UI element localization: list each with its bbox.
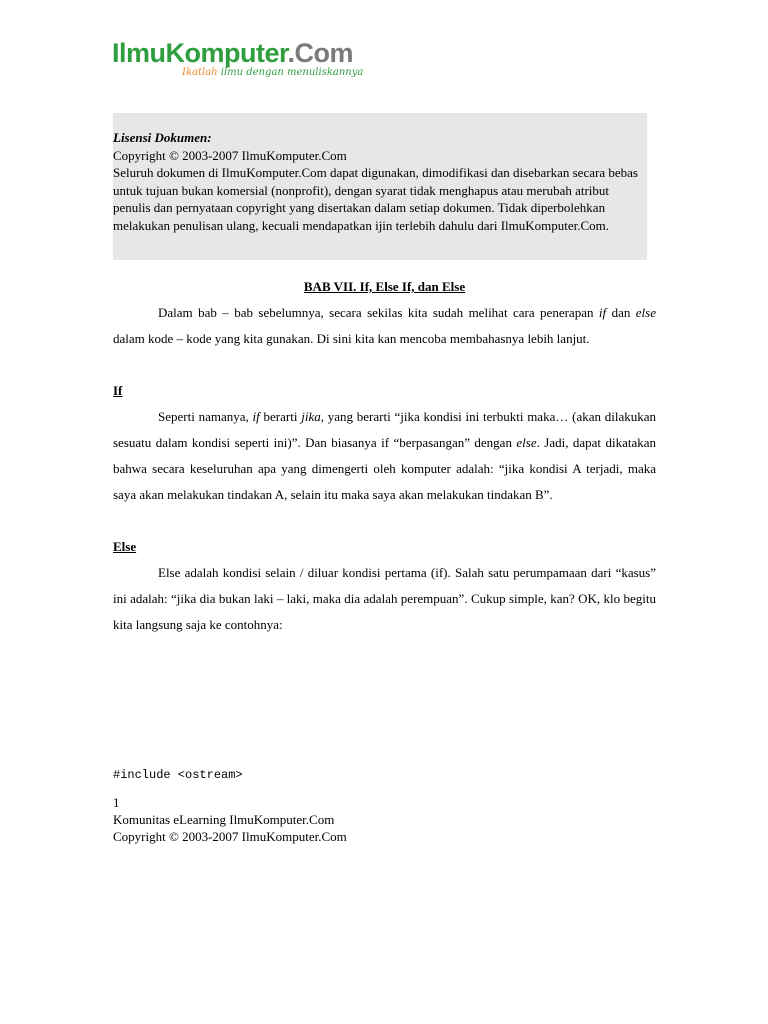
page-number: 1 bbox=[113, 795, 120, 810]
logo-tagline bbox=[182, 67, 363, 79]
else-heading: Else bbox=[113, 539, 137, 554]
code-line: #include <ostream> bbox=[113, 768, 243, 782]
logo-text-suffix: .Com bbox=[287, 38, 354, 68]
if-italic-if: if bbox=[252, 409, 260, 424]
license-body: Seluruh dokumen di IlmuKomputer.Com dapat digunakan, dimodifikasi dan disebarkan secara bebas untuk tujuan bukan komersial (nonprofit), dengan syarat tidak menghapus atau merubah atribut penulis dan pernyataan copyright yang disertakan dalam setiap dokumen. Tidak diperbolehkan melakukan penulisan ulang, kecuali mendapatkan ijin terlebih dahulu dari IlmuKomputer.Com. bbox=[113, 165, 638, 233]
chapter-title: BAB VII. If, Else If, dan Else bbox=[303, 279, 466, 294]
intro-text-2: dan bbox=[606, 305, 636, 320]
page-footer bbox=[113, 794, 347, 845]
if-text-4: . Jadi, dapat dikatakan bahwa secara keseluruhan apa yang dimengerti oleh komputer adalah: “jika kondisi A terjadi, maka saya akan melakukan tindakan A, selain itu maka saya akan melakukan tindakan B”. bbox=[113, 435, 656, 502]
intro-paragraph bbox=[113, 300, 656, 352]
document-content bbox=[113, 276, 656, 638]
intro-italic-if: if bbox=[598, 305, 607, 320]
if-italic-jika: jika bbox=[301, 409, 321, 424]
intro-italic-else: else bbox=[635, 305, 656, 320]
if-text-3: , yang berarti “jika kondisi ini terbukti maka… (akan dilakukan sesuatu dalam kondisi seperti ini)”. Dan biasanya if “berpasangan” dengan bbox=[113, 409, 657, 450]
if-heading: If bbox=[113, 383, 123, 398]
if-text-2: berarti bbox=[259, 409, 302, 424]
logo-text-main: IlmuKomputer bbox=[112, 38, 288, 68]
footer-line-2: Copyright © 2003-2007 IlmuKomputer.Com bbox=[113, 829, 347, 844]
tagline-part2: ilmu dengan menuliskannya bbox=[220, 67, 364, 78]
tagline-part1: Ikatlah bbox=[182, 67, 218, 78]
if-text-1: Seperti namanya, bbox=[158, 409, 253, 424]
if-paragraph bbox=[113, 404, 656, 508]
if-italic-else: else bbox=[516, 435, 537, 450]
license-copyright: Copyright © 2003-2007 IlmuKomputer.Com bbox=[113, 147, 347, 163]
logo-wordmark bbox=[112, 38, 363, 68]
license-title: Lisensi Dokumen: bbox=[113, 130, 212, 145]
site-logo bbox=[112, 38, 363, 79]
license-box bbox=[113, 113, 647, 260]
intro-text-3: dalam kode – kode yang kita gunakan. Di sini kita kan mencoba membahasnya lebih lanjut. bbox=[113, 331, 590, 346]
else-paragraph: Else adalah kondisi selain / diluar kondisi pertama (if). Salah satu perumpamaan dari “kasus” ini adalah: “jika dia bukan laki – laki, maka dia adalah perempuan”. Cukup simple, kan? OK, klo begitu kita langsung saja ke contohnya: bbox=[113, 565, 656, 632]
footer-line-1: Komunitas eLearning IlmuKomputer.Com bbox=[113, 812, 335, 827]
intro-text-1: Dalam bab – bab sebelumnya, secara sekilas kita sudah melihat cara penerapan bbox=[158, 305, 599, 320]
